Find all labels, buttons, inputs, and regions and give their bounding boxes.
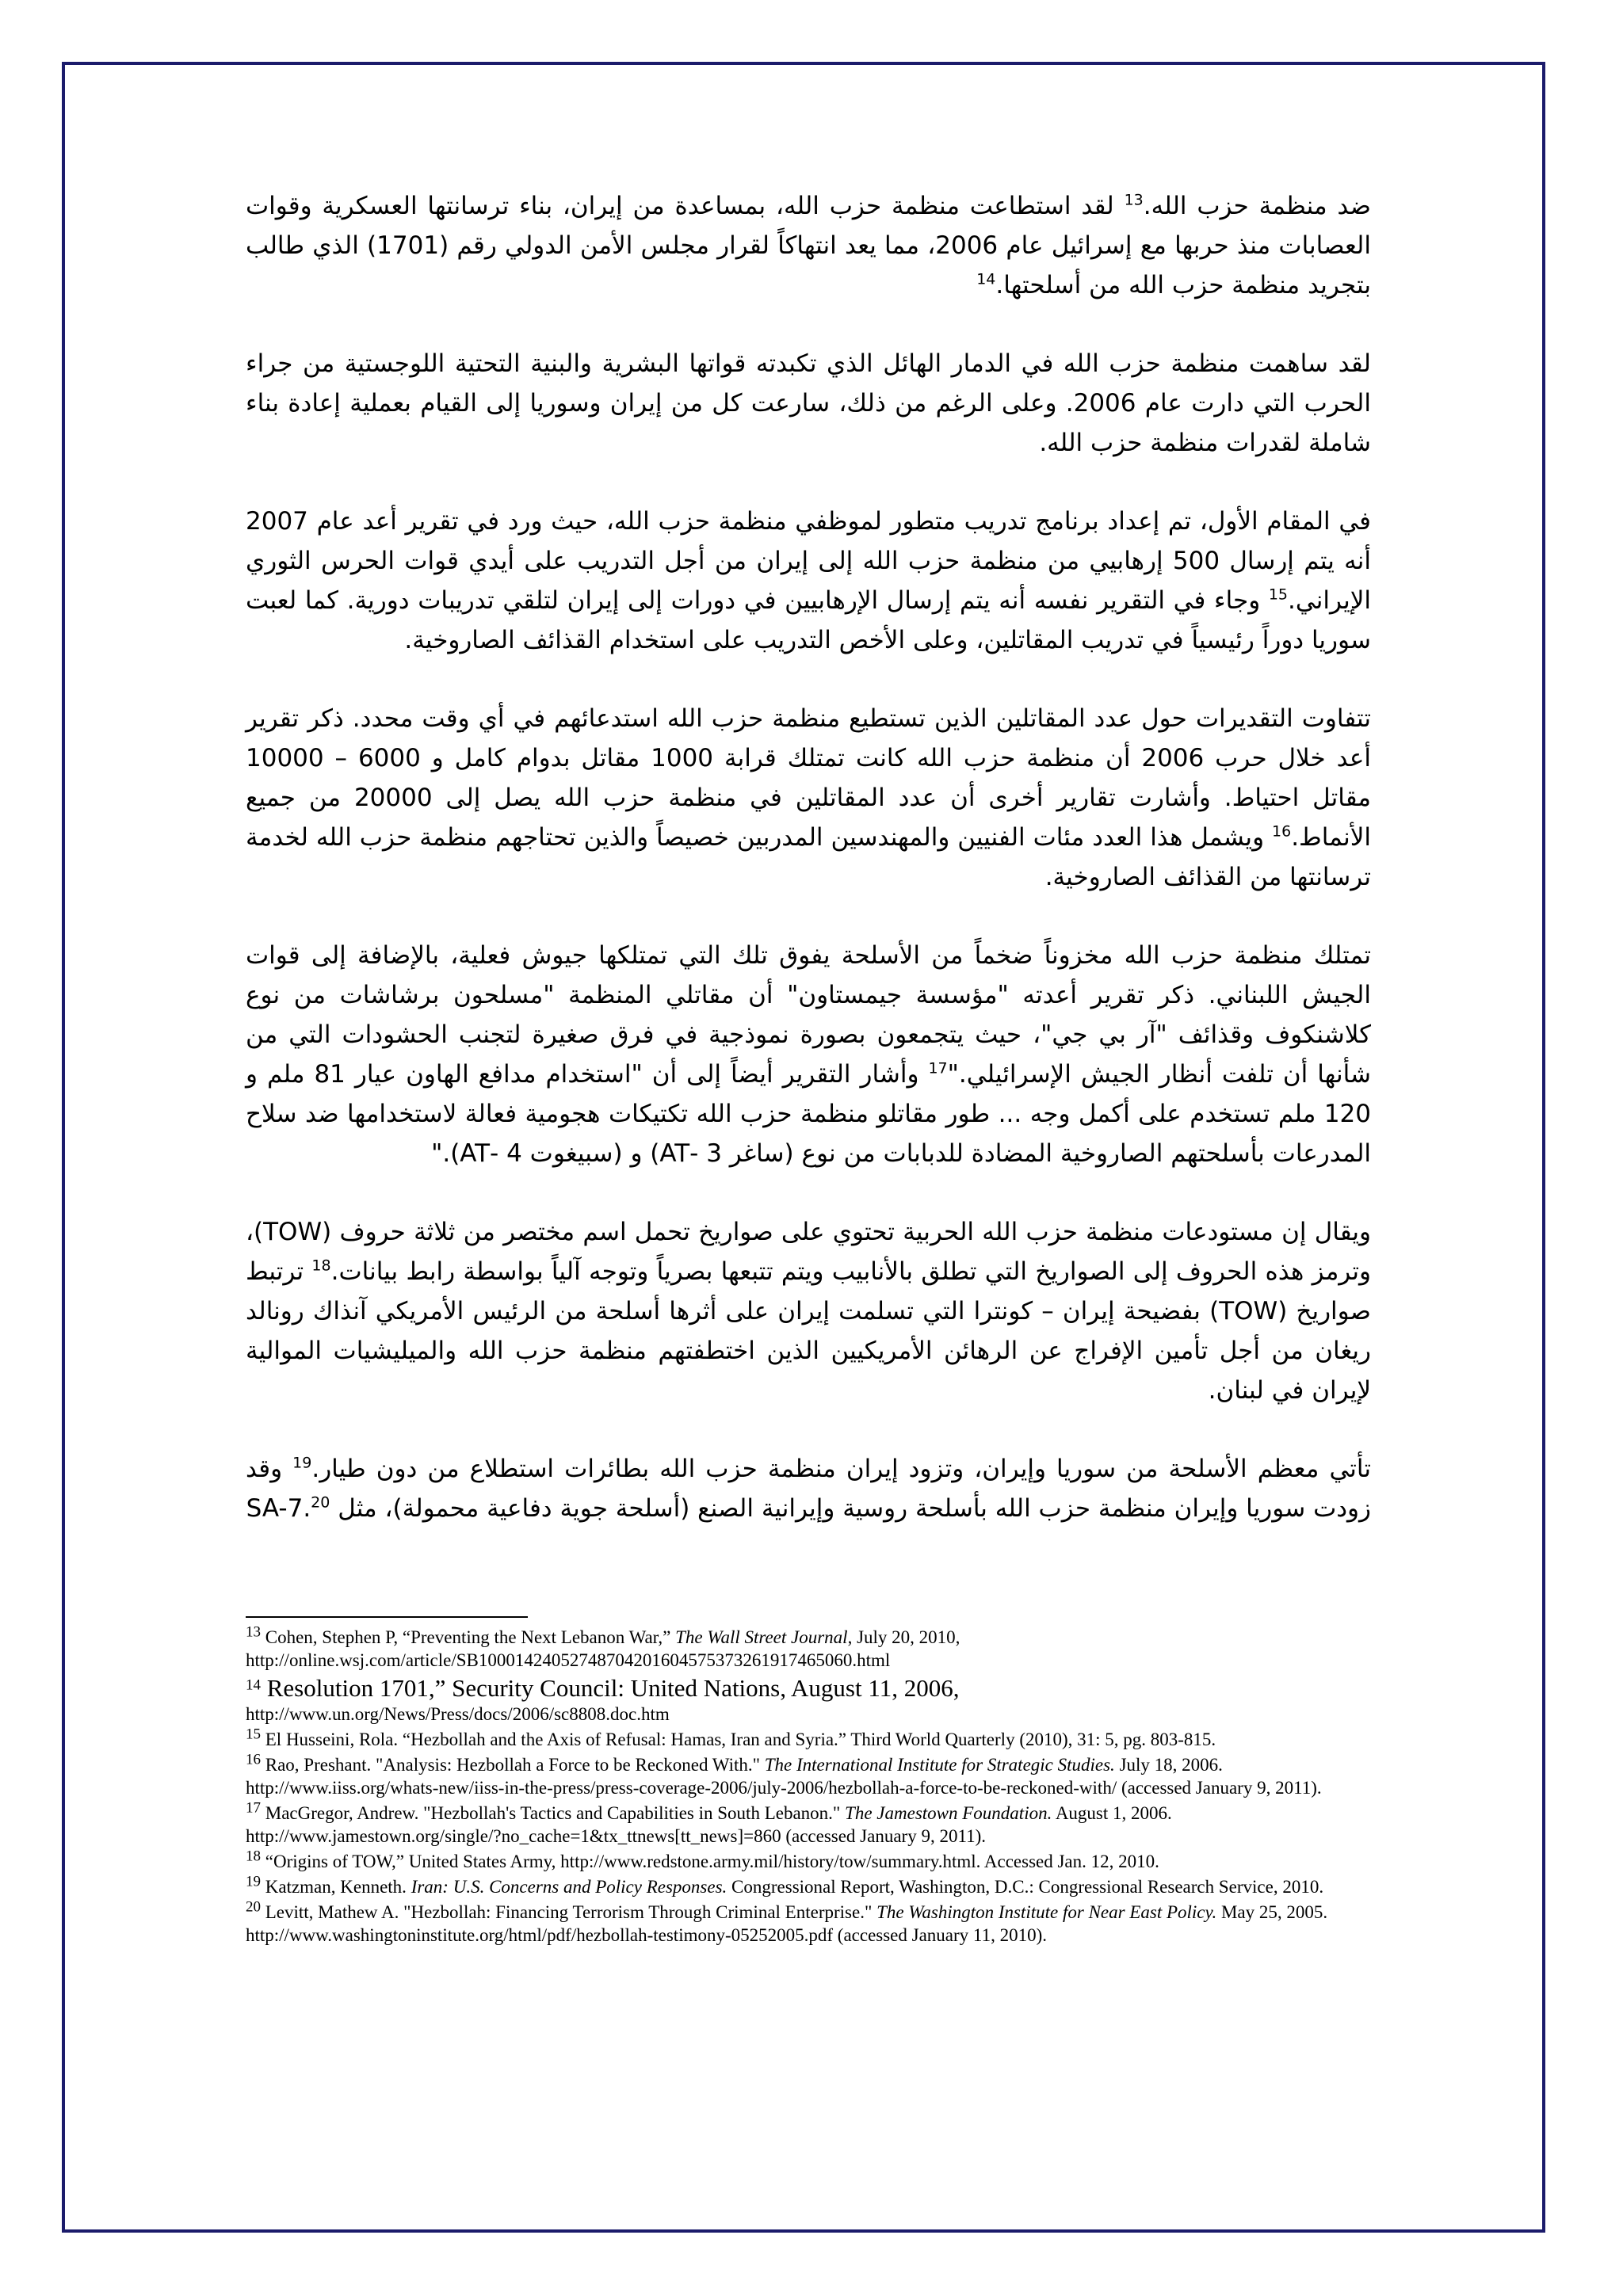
- footnote-ref: 15: [1268, 585, 1289, 604]
- footnote-20: [246, 1898, 1371, 1947]
- paragraph: [246, 1449, 1371, 1528]
- footnote-15: [246, 1728, 1371, 1751]
- footnote-publication: The Jamestown Foundation.: [845, 1803, 1052, 1823]
- body-text: [246, 186, 1371, 1567]
- footnote-text: Congressional Report, Washington, D.C.: Congressional Research Service, 2010.: [727, 1877, 1324, 1897]
- footnote-17: [246, 1799, 1371, 1848]
- paragraph-text: وقد زودت سوريا وإيران منظمة حزب الله بأسلحة روسية وإيرانية الصنع (أسلحة جوية دفاعية محمولة)، مثل SA-7.: [246, 1455, 1371, 1523]
- paragraph-text: لقد استطاعت منظمة حزب الله، بمساعدة من إيران، بناء ترسانتها العسكرية وقوات العصابات منذ حربها مع إسرائيل عام 2006، مما يعد انتهاكاً لقرار مجلس الأمن الدولي رقم (1701) الذي طالب بتجريد منظمة حزب الله من أسلحتها.: [246, 192, 1371, 299]
- paragraph-text: ضد منظمة حزب الله.: [1143, 192, 1371, 220]
- paragraph-text: ويشمل هذا العدد مئات الفنيين والمهندسين المدربين خصيصاً والذين تحتاجهم منظمة حزب الله لخدمة ترسانتها من القذائف الصاروخية.: [246, 823, 1371, 891]
- footnote-text: Rao, Preshant. "Analysis: Hezbollah a Force to be Reckoned With.": [261, 1755, 765, 1775]
- paragraph-text: ويقال إن مستودعات منظمة حزب الله الحربية تحتوي على صواريخ تحمل اسم مختصر من ثلاثة حروف (TOW)، وترمز هذه الحروف إلى الصواريخ التي تطلق بالأنابيب ويتم تتبعها بصرياً وتوجه آلياً بواسطة رابط بيانات.: [246, 1218, 1371, 1286]
- footnote-ref: 17: [928, 1059, 948, 1077]
- footnote-ref: 19: [292, 1454, 312, 1472]
- paragraph: [246, 344, 1371, 463]
- paragraph: [246, 1212, 1371, 1410]
- paragraph-text: تأتي معظم الأسلحة من سوريا وإيران، وتزود إيران منظمة حزب الله بطائرات استطلاع من دون طيار.: [311, 1455, 1371, 1483]
- footnote-18: [246, 1850, 1371, 1873]
- footnote-publication: Iran: U.S. Concerns and Policy Responses.: [411, 1877, 727, 1897]
- footnotes: [246, 1623, 1371, 1949]
- footnote-number: 20: [246, 1898, 261, 1916]
- footnote-13: [246, 1623, 1371, 1672]
- footnote-number: 18: [246, 1848, 261, 1865]
- paragraph-text: وأشار التقرير أيضاً إلى أن "استخدام مدافع الهاون عيار 81 ملم و 120 ملم تستخدم على أكمل وجه ... طور مقاتلو منظمة حزب الله تكتيكات هجومية فعالة لاستخدامها ضد سلاح المدرعات بأسلحتهم الصاروخية المضادة للدبابات من نوع (ساغر 3 -AT) و (سبيغوت 4 -AT).": [246, 1060, 1371, 1168]
- footnote-text: MacGregor, Andrew. "Hezbollah's Tactics and Capabilities in South Lebanon.": [261, 1803, 846, 1823]
- paragraph-text: لقد ساهمت منظمة حزب الله في الدمار الهائل الذي تكبدته قواتها البشرية والبنية التحتية اللوجستية من جراء الحرب التي دارت عام 2006. وعلى الرغم من ذلك، سارعت كل من إيران وسوريا إلى القيام بعملية إعادة بناء شاملة لقدرات منظمة حزب الله.: [246, 349, 1371, 457]
- footnote-number: 15: [246, 1726, 261, 1743]
- paragraph-text: في المقام الأول، تم إعداد برنامج تدريب متطور لموظفي منظمة حزب الله، حيث ورد في تقرير أعد عام 2007 أنه يتم إرسال 500 إرهابيي من منظمة حزب الله إلى إيران من أجل التدريب على أيدي قوات الحرس الثوري الإيراني.: [246, 507, 1371, 615]
- paragraph: [246, 699, 1371, 897]
- paragraph-text: تمتلك منظمة حزب الله مخزوناً ضخماً من الأسلحة يفوق تلك التي تمتلكها جيوش فعلية، بالإضافة إلى قوات الجيش اللبناني. ذكر تقرير أعدته "مؤسسة جيمستاون" أن مقاتلي المنظمة "مسلحون برشاشات من نوع كلاشنكوف وقذائف "آر بي جي"، حيث يتجمعون بصورة نموذجية في فرق صغيرة لتجنب الحشودات التي من شأنها أن تلفت أنظار الجيش الإسرائيلي.": [246, 941, 1371, 1089]
- footnote-ref: 20: [311, 1493, 330, 1512]
- footnote-number: 13: [246, 1623, 261, 1641]
- footnote-separator: [246, 1616, 528, 1618]
- paragraph-text: تتفاوت التقديرات حول عدد المقاتلين الذين تستطيع منظمة حزب الله استدعائهم في أي وقت محدد. ذكر تقرير أعد خلال حرب 2006 أن منظمة حزب الله كانت تمتلك قرابة 1000 مقاتل بدوام كامل و 6000 – 10000 مقاتل احتياط. وأشارت تقارير أخرى أن عدد المقاتلين في منظمة حزب الله يصل إلى 20000 من جميع الأنماط.: [246, 704, 1371, 852]
- footnote-text: “Origins of TOW,” United States Army, http://www.redstone.army.mil/history/tow/summary.html. Accessed Jan. 12, 2010.: [261, 1852, 1159, 1871]
- footnote-14: [246, 1674, 1371, 1726]
- paragraph: [246, 936, 1371, 1173]
- footnote-text: Resolution 1701,” Security Council: United Nations, August 11, 2006,: [261, 1674, 960, 1702]
- footnote-text: August 1, 2006. http://www.jamestown.org/single/?no_cache=1&tx_ttnews[tt_news]=860 (accessed January 9, 2011).: [246, 1803, 1172, 1846]
- footnote-19: [246, 1875, 1371, 1898]
- footnote-text: Katzman, Kenneth.: [261, 1877, 411, 1897]
- footnote-text: Levitt, Mathew A. "Hezbollah: Financing Terrorism Through Criminal Enterprise.": [261, 1902, 877, 1922]
- footnote-text: , July 20, 2010, http://online.wsj.com/article/SB10001424052748704201604575373261917465060.html: [246, 1627, 960, 1670]
- paragraph-text: وجاء في التقرير نفسه أنه يتم إرسال الإرهابيين في دورات إلى إيران لتلقي تدريبات دورية. كما لعبت سوريا دوراً رئيسياً في تدريب المقاتلين، وعلى الأخص التدريب على استخدام القذائف الصاروخية.: [246, 586, 1371, 654]
- footnote-number: 14: [246, 1676, 261, 1694]
- footnote-number: 17: [246, 1799, 261, 1817]
- footnote-ref: 14: [976, 270, 996, 288]
- footnote-16: [246, 1753, 1371, 1799]
- footnote-publication: The Washington Institute for Near East Policy.: [876, 1902, 1217, 1922]
- footnote-publication: The Wall Street Journal: [675, 1627, 848, 1647]
- footnote-text: El Husseini, Rola. “Hezbollah and the Axis of Refusal: Hamas, Iran and Syria.” Third World Quarterly (2010), 31: 5, pg. 803-815.: [261, 1730, 1216, 1749]
- footnote-ref: 16: [1272, 822, 1292, 841]
- footnote-url: http://www.un.org/News/Press/docs/2006/sc8808.doc.htm: [246, 1704, 670, 1724]
- footnote-text: July 18, 2006. http://www.iiss.org/whats-new/iiss-in-the-press/press-coverage-2006/july-2006/hezbollah-a-force-to-be-reckoned-with/ (accessed January 9, 2011).: [246, 1755, 1322, 1798]
- paragraph-text: ترتبط صواريخ (TOW) بفضيحة إيران – كونترا التي تسلمت إيران على أثرها أسلحة من الرئيس الأمريكي آنذاك رونالد ريغان من أجل تأمين الإفراج عن الرهائن الأمريكيين الذين اختطفتهم منظمة حزب الله والميليشيات الموالية لإيران في لبنان.: [246, 1257, 1371, 1405]
- footnote-text: Cohen, Stephen P, “Preventing the Next Lebanon War,”: [261, 1627, 676, 1647]
- footnote-number: 16: [246, 1751, 261, 1768]
- footnote-ref: 18: [311, 1257, 331, 1275]
- footnote-text: May 25, 2005. http://www.washingtoninstitute.org/html/pdf/hezbollah-testimony-05252005.pdf (accessed January 11, 2010).: [246, 1902, 1328, 1945]
- footnote-ref: 13: [1124, 191, 1144, 209]
- footnote-number: 19: [246, 1873, 261, 1890]
- paragraph: [246, 502, 1371, 660]
- footnote-publication: The International Institute for Strategic Studies.: [764, 1755, 1115, 1775]
- paragraph: [246, 186, 1371, 305]
